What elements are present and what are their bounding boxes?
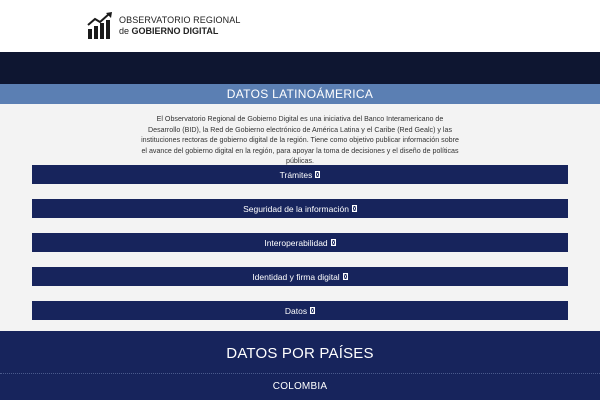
nav-band [0, 52, 600, 84]
country-item-colombia[interactable]: COLOMBIA [272, 381, 328, 392]
accordion-tramites[interactable] [32, 165, 568, 184]
missing-glyph-icon [343, 273, 348, 280]
missing-glyph-icon [352, 205, 357, 212]
accordion-label: Identidad y firma digital [252, 271, 340, 282]
logo-text [119, 15, 240, 37]
paises-title: DATOS POR PAÍSES [226, 345, 374, 362]
missing-glyph-icon [315, 171, 320, 178]
logo-line2-bold: GOBIERNO DIGITAL [131, 25, 219, 36]
paises-section [0, 331, 600, 400]
site-header [0, 0, 600, 52]
site-logo[interactable] [87, 12, 240, 39]
section-title: DATOS LATINOÁMERICA [226, 87, 374, 101]
logo-line1: OBSERVATORIO REGIONAL [119, 14, 241, 25]
content-area [0, 104, 600, 331]
logo-line2-prefix: de [119, 25, 132, 36]
accordion-identidad[interactable] [32, 267, 568, 286]
section-description: El Observatorio Regional de Gobierno Digital es una iniciativa del Banco Interamericano de Desarrollo (BID), la Red de Gobierno electrónico de América Latina y el Caribe (Red Gealc) y las instituciones rectoras de gobierno digital de la región. Tiene como objetivo publicar información sobre el avance del gobierno digital en la región, para apoyar la toma de decisiones y el diseño de políticas públicas. [141, 115, 459, 165]
accordion-label: Seguridad de la información [243, 203, 349, 214]
accordion-label: Datos [284, 305, 308, 316]
accordion-label: Trámites [279, 169, 313, 180]
accordion-seguridad[interactable] [32, 199, 568, 218]
accordion-label: Interoperabilidad [264, 237, 328, 248]
section-header-bar [0, 84, 600, 104]
bar-chart-trend-icon [87, 12, 114, 39]
accordion-interoperabilidad[interactable] [32, 233, 568, 252]
accordion-datos[interactable] [32, 301, 568, 320]
missing-glyph-icon [310, 307, 315, 314]
missing-glyph-icon [331, 239, 336, 246]
divider [0, 373, 600, 374]
logo-line2 [119, 26, 240, 37]
